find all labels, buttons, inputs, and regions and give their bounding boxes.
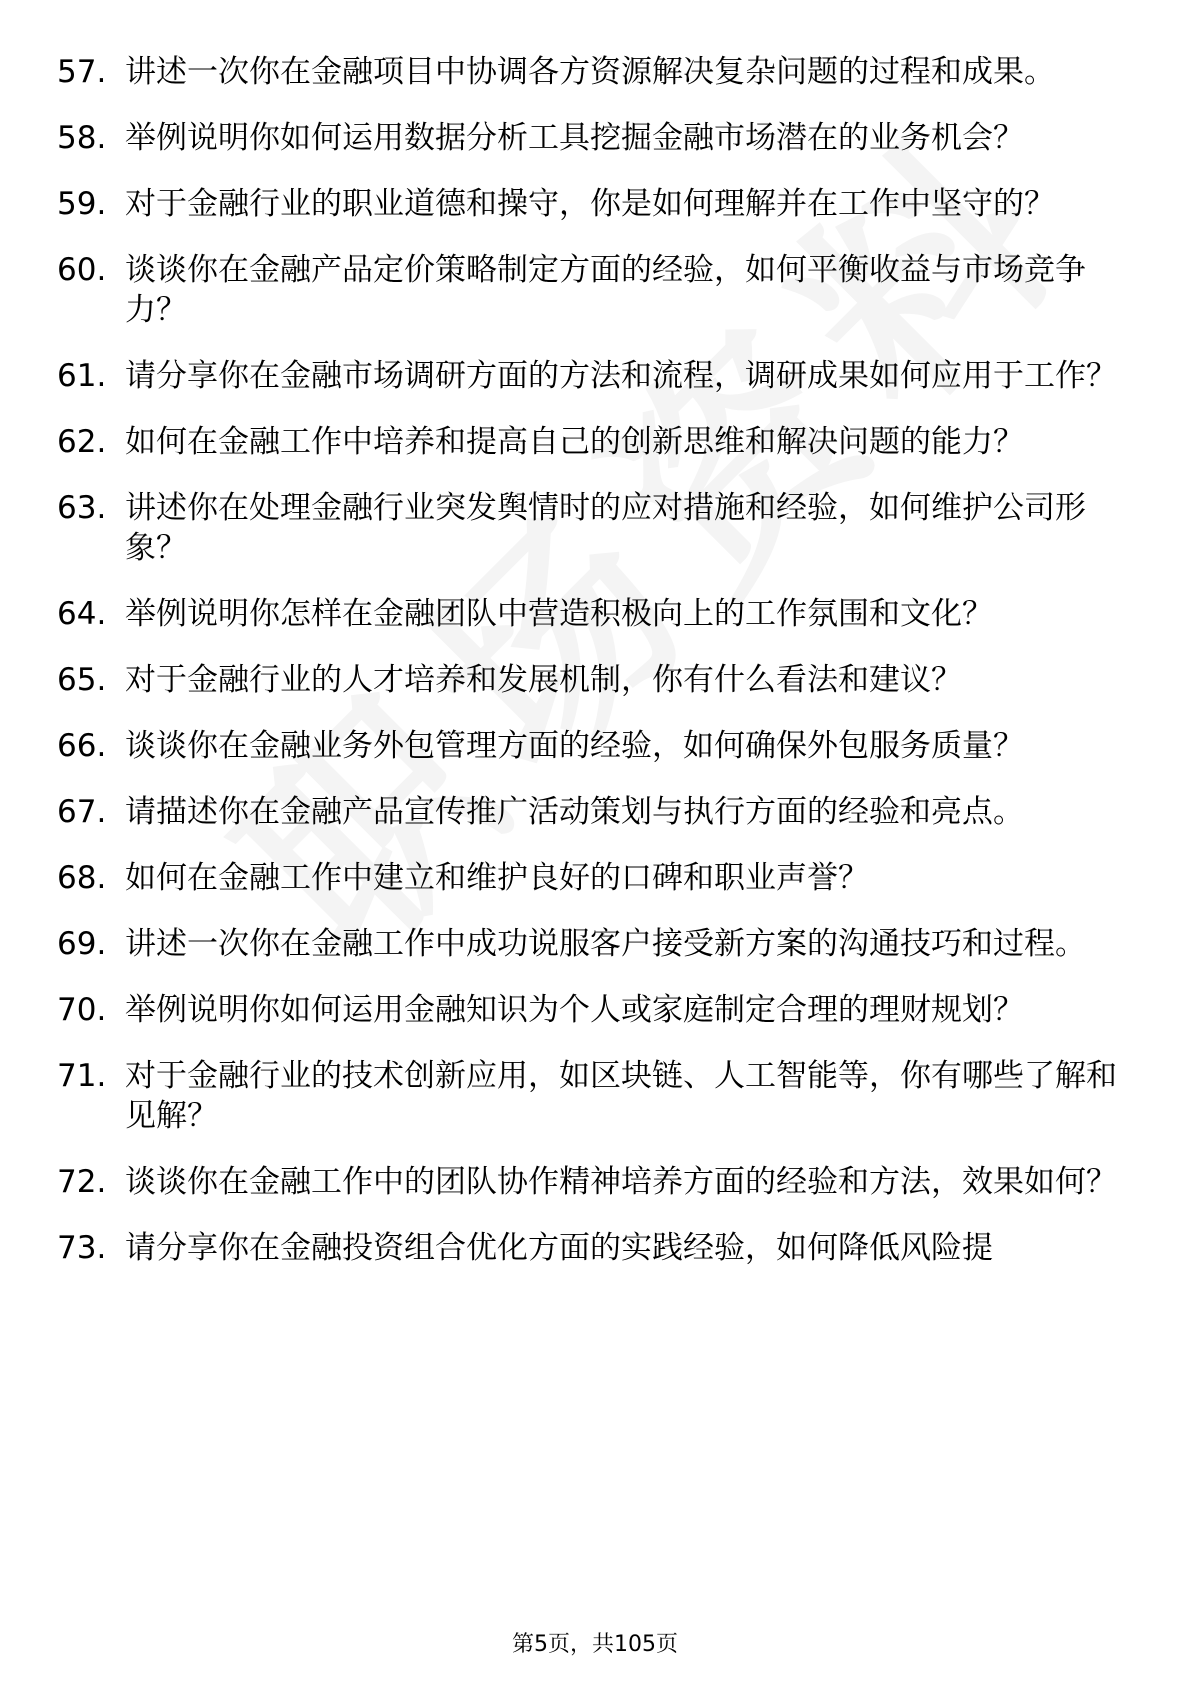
question-item [57,1056,1137,1136]
question-number: 69. [57,926,107,962]
question-text: 讲述你在处理金融行业突发舆情时的应对措施和经验，如何维护公司形象？ [125,490,1086,566]
question-item [57,1228,1137,1268]
question-item [57,594,1137,634]
question-number: 70. [57,992,107,1028]
question-list [57,52,1137,1294]
question-number: 62. [57,424,107,460]
question-item [57,660,1137,700]
question-number: 71. [57,1058,107,1094]
question-item [57,792,1137,832]
question-item [57,1162,1137,1202]
question-text: 如何在金融工作中建立和维护良好的口碑和职业声誉？ [125,860,869,896]
question-item [57,924,1137,964]
question-item [57,488,1137,568]
question-text: 谈谈你在金融业务外包管理方面的经验，如何确保外包服务质量？ [125,728,1024,764]
question-text: 谈谈你在金融工作中的团队协作精神培养方面的经验和方法，效果如何？ [125,1164,1117,1200]
question-text: 举例说明你如何运用金融知识为个人或家庭制定合理的理财规划？ [125,992,1024,1028]
question-number: 58. [57,120,107,156]
question-item [57,422,1137,462]
question-item [57,858,1137,898]
question-item [57,990,1137,1030]
question-item [57,250,1137,330]
question-text: 举例说明你如何运用数据分析工具挖掘金融市场潜在的业务机会？ [125,120,1024,156]
question-number: 67. [57,794,107,830]
question-number: 64. [57,596,107,632]
question-text: 请分享你在金融市场调研方面的方法和流程，调研成果如何应用于工作？ [125,358,1117,394]
question-number: 60. [57,252,107,288]
question-text: 请描述你在金融产品宣传推广活动策划与执行方面的经验和亮点。 [125,794,1024,830]
question-item [57,184,1137,224]
question-text: 举例说明你怎样在金融团队中营造积极向上的工作氛围和文化？ [125,596,993,632]
question-text: 请分享你在金融投资组合优化方面的实践经验，如何降低风险提 [125,1230,993,1266]
question-number: 61. [57,358,107,394]
question-text: 对于金融行业的技术创新应用，如区块链、人工智能等，你有哪些了解和见解？ [125,1058,1117,1134]
question-item [57,52,1137,92]
question-number: 73. [57,1230,107,1266]
question-text: 对于金融行业的人才培养和发展机制，你有什么看法和建议？ [125,662,962,698]
question-number: 59. [57,186,107,222]
question-text: 谈谈你在金融产品定价策略制定方面的经验，如何平衡收益与市场竞争力？ [125,252,1086,328]
question-item [57,118,1137,158]
question-text: 讲述一次你在金融项目中协调各方资源解决复杂问题的过程和成果。 [125,54,1055,90]
question-item [57,726,1137,766]
question-number: 66. [57,728,107,764]
question-number: 65. [57,662,107,698]
question-item [57,356,1137,396]
page-footer: 第5页，共105页 [512,1632,678,1657]
question-text: 对于金融行业的职业道德和操守，你是如何理解并在工作中坚守的？ [125,186,1055,222]
question-number: 63. [57,490,107,526]
question-number: 68. [57,860,107,896]
question-number: 57. [57,54,107,90]
question-text: 讲述一次你在金融工作中成功说服客户接受新方案的沟通技巧和过程。 [125,926,1086,962]
question-text: 如何在金融工作中培养和提高自己的创新思维和解决问题的能力？ [125,424,1024,460]
question-number: 72. [57,1164,107,1200]
